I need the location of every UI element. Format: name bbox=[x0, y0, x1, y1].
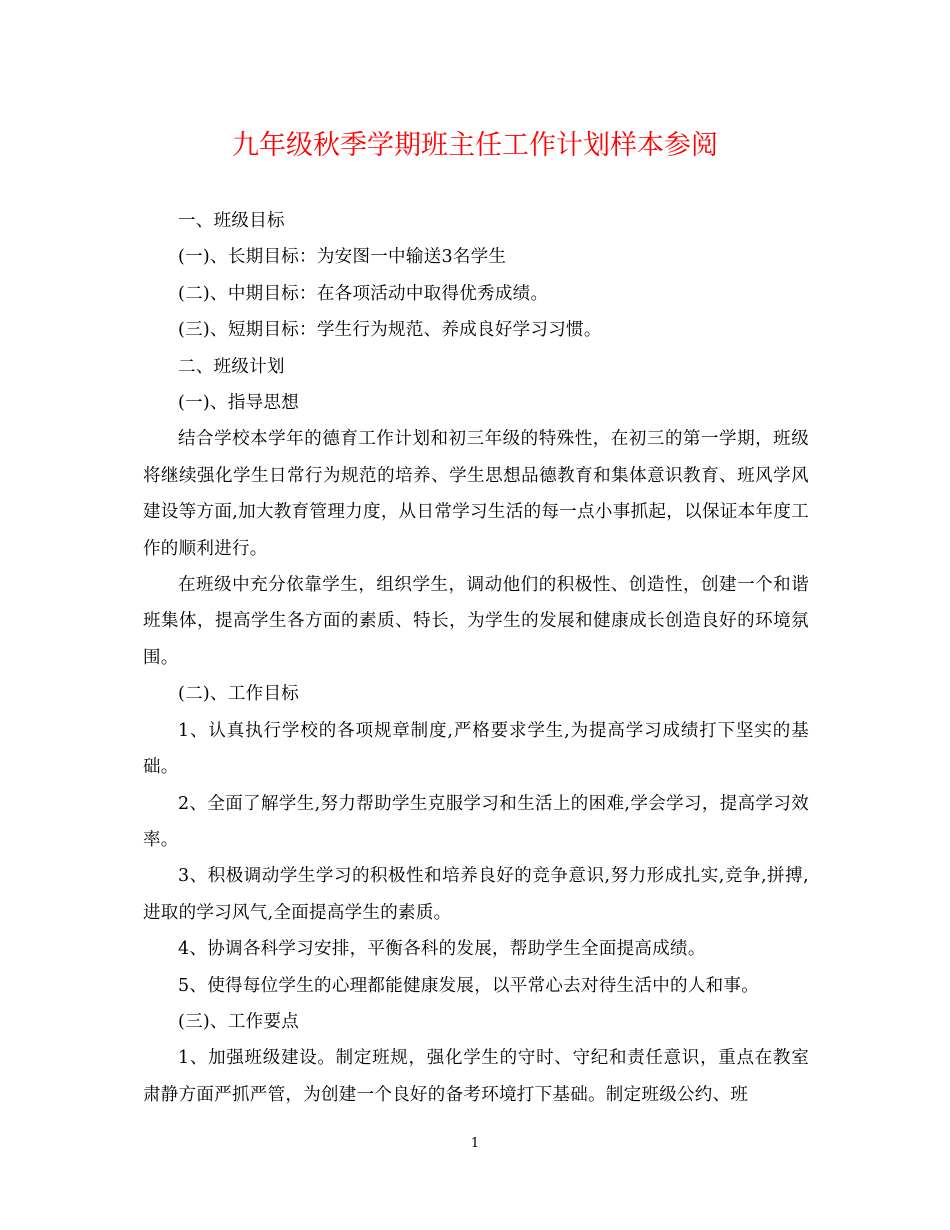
section-heading-class-goals: 一、班级目标 bbox=[178, 211, 285, 231]
subheading-guiding-thought: (一)、指导思想 bbox=[178, 393, 300, 414]
work-point-item-1: 1、加强班级建设。制定班规，强化学生的守时、守纪和责任意识，重点在教室肃静方面严抓严管，为创建一个良好的备考环境打下基础。制定班级公约、班 bbox=[143, 1048, 809, 1105]
subheading-work-goals: (二)、工作目标 bbox=[178, 684, 300, 705]
work-goal-item-4: 4、协调各科学习安排，平衡各科的发展，帮助学生全面提高成绩。 bbox=[178, 939, 706, 960]
paragraph-guiding-thought-1: 结合学校本学年的德育工作计划和初三年级的特殊性，在初三的第一学期，班级将继续强化学生日常行为规范的培养、学生思想品德教育和集体意识教育、班风学风建设等方面,加大教育管理力度，从日常学习生活的每一点小事抓起，以保证本年度工作的顺利进行。 bbox=[143, 429, 809, 559]
document-body bbox=[143, 203, 809, 1113]
mid-term-goal: (二)、中期目标：在各项活动中取得优秀成绩。 bbox=[178, 283, 549, 304]
work-goal-item-3: 3、积极调动学生学习的积极性和培养良好的竞争意识,努力形成扎实,竞争,拼搏,进取的学习风气,全面提高学生的素质。 bbox=[143, 866, 809, 923]
work-goal-item-2: 2、全面了解学生,努力帮助学生克服学习和生活上的困难,学会学习，提高学习效率。 bbox=[143, 793, 809, 850]
work-goal-item-1: 1、认真执行学校的各项规章制度,严格要求学生,为提高学习成绩打下坚实的基础。 bbox=[143, 720, 809, 778]
page-number: 1 bbox=[470, 1136, 480, 1151]
short-term-goal: (三)、短期目标：学生行为规范、养成良好学习习惯。 bbox=[178, 320, 602, 341]
work-goal-item-5: 5、使得每位学生的心理都能健康发展，以平常心去对待生活中的人和事。 bbox=[178, 975, 760, 996]
subheading-work-points: (三)、工作要点 bbox=[178, 1011, 300, 1032]
long-term-goal: (一)、长期目标：为安图一中输送3名学生 bbox=[178, 247, 507, 268]
section-heading-class-plan: 二、班级计划 bbox=[178, 356, 285, 377]
document-title: 九年级秋季学期班主任工作计划样本参阅 bbox=[232, 130, 718, 161]
paragraph-guiding-thought-2: 在班级中充分依靠学生，组织学生，调动他们的积极性、创造性，创建一个和谐班集体，提高学生各方面的素质、特长，为学生的发展和健康成长创造良好的环境氛围。 bbox=[143, 575, 809, 668]
